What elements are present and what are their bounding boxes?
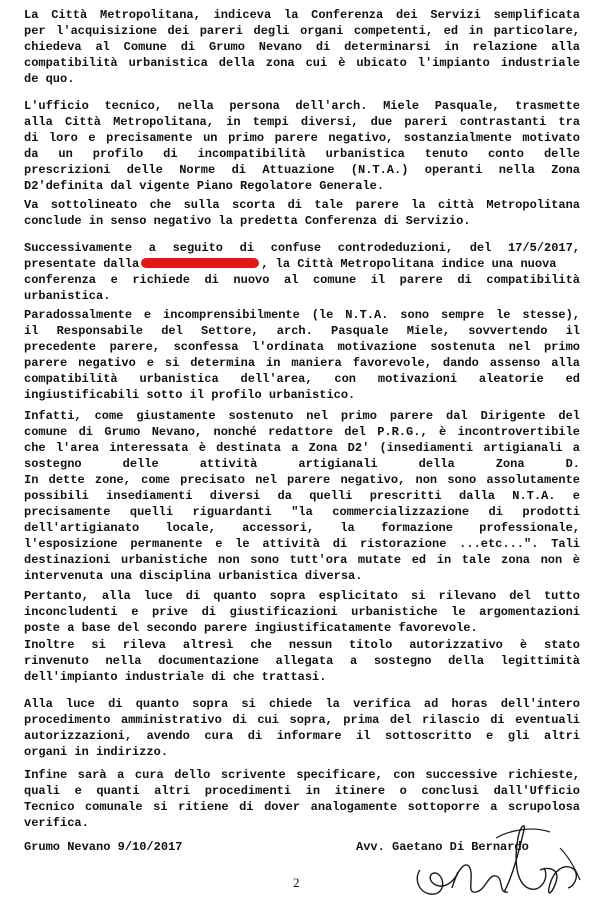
text-line: La Città Metropolitana, indiceva la Conferenza dei Servizi semplificata: [24, 8, 580, 22]
text-line: dell'artigianato locale, accessori, la formazione professionale,: [24, 521, 580, 535]
text-line: ingiustificabili sotto il profilo urbanistico.: [24, 388, 356, 402]
text-fragment: presentate dalla: [24, 257, 140, 271]
text-line: compatibilità urbanistica dell'area, con motivazioni aleatorie ed: [24, 372, 580, 386]
text-line: sostegno delle attività artigianali della Zona D.: [24, 457, 580, 471]
text-line: Alla luce di quanto sopra si chiede la verifica ad horas dell'intero: [24, 697, 580, 711]
text-line: precedente parere, sconfessa l'ordinata motivazione sostenuta nel primo: [24, 340, 580, 354]
text-line: verifica.: [24, 816, 89, 830]
text-fragment: , la Città Metropolitana indice una nuova: [261, 257, 557, 271]
signatory-name: Avv. Gaetano Di Bernardo: [356, 840, 529, 854]
text-line: che l'area interessata è destinata a Zona D2' (insediamenti artigianali a: [24, 441, 580, 455]
text-line: de quo.: [24, 72, 75, 86]
text-line: inconcludenti e prive di giustificazioni urbanistiche le argomentazioni: [24, 605, 580, 619]
text-line: poste a base del secondo parere ingiustificatamente favorevole.: [24, 621, 478, 635]
text-line: rinvenuto nella documentazione allegata a sostegno della legittimità: [24, 654, 580, 668]
text-line: di loro e precisamente un primo parere negativo, sostanzialmente motivato: [24, 131, 580, 145]
paragraph-pertanto: [24, 588, 580, 636]
paragraph-infatti: [24, 408, 580, 584]
paragraph-successivamente: [24, 240, 580, 304]
text-line: Paradossalmente e incomprensibilmente (le N.T.A. sono sempre le stesse),: [24, 308, 580, 322]
text-line: In dette zone, come precisato nel parere negativo, non sono assolutamente: [24, 473, 580, 487]
text-line: Tecnico comunale si ritiene di dover analogamente sottoporre a scrupolosa: [24, 800, 580, 814]
text-line: quali e quanti altri procedimenti in itinere o conclusi dall'Ufficio: [24, 784, 580, 798]
text-line: autorizzazioni, avendo cura di informare il sottoscritto e gli altri: [24, 729, 580, 743]
text-line: compatibilità urbanistica della zona cui è ubicato l'impianto industriale: [24, 56, 580, 70]
text-line: D2'definita dal vigente Piano Regolatore Generale.: [24, 179, 385, 193]
text-line: destinazioni urbanistiche non sono tutt'ora mutate ed in tale zona non è: [24, 553, 580, 567]
redaction-mark: [141, 258, 259, 268]
text-line: intervenuta una disciplina urbanistica diversa.: [24, 569, 363, 583]
paragraph-verifica: [24, 696, 580, 760]
text-line: Inoltre si rileva altresì che nessun titolo autorizzativo è stato: [24, 638, 580, 652]
text-line: Successivamente a seguito di confuse controdeduzioni, del 17/5/2017,: [24, 241, 580, 255]
paragraph-ufficio-tecnico: [24, 98, 580, 194]
text-line: parere negativo e si determina in maniera favorevole, dando assenso alla: [24, 356, 580, 370]
paragraph-paradossalmente: [24, 307, 580, 403]
paragraph-conferenza-servizi: [24, 7, 580, 87]
text-line: dell'impianto industriale di che trattasi.: [24, 670, 327, 684]
page-number: 2: [293, 875, 300, 890]
text-line: alla Città Metropolitana, in tempi diversi, due pareri contrastanti tra: [24, 115, 580, 129]
text-line: comune di Grumo Nevano, nonché redattore del P.R.G., è incontrovertibile: [24, 425, 580, 439]
text-line: conclude in senso negativo la predetta Conferenza di Servizio.: [24, 214, 471, 228]
paragraph-sottolineato: [24, 197, 580, 229]
text-line: l'esposizione permanente e le attività di ristorazione ...etc...". Tali: [24, 537, 580, 551]
text-line: L'ufficio tecnico, nella persona dell'arch. Miele Pasquale, trasmette: [24, 99, 580, 113]
text-line: Infine sarà a cura dello scrivente specificare, con successive richieste,: [24, 768, 580, 782]
text-line: prescrizioni delle Norme di Attuazione (N.T.A.) operanti nella Zona: [24, 163, 580, 177]
text-line: conferenza e richiede di nuovo al comune il parere di compatibilità: [24, 273, 580, 287]
text-line: organi in indirizzo.: [24, 745, 169, 759]
handwritten-signature: [400, 808, 590, 908]
text-line: Pertanto, alla luce di quanto sopra esplicitato si rilevano del tutto: [24, 589, 580, 603]
text-line: urbanistica.: [24, 289, 111, 303]
text-line: chiedeva al Comune di Grumo Nevano di determinarsi in relazione alla: [24, 40, 580, 54]
text-line: da un profilo di incompatibilità urbanistica tenuto conto delle: [24, 147, 580, 161]
text-line-redacted: [24, 256, 580, 272]
text-line: possibili insediamenti diversi da quelli prescritti dalla N.T.A. e: [24, 489, 580, 503]
place-date: Grumo Nevano 9/10/2017: [24, 840, 183, 854]
text-line: precisamente quelli riguardanti "la commercializzazione di prodotti: [24, 505, 580, 519]
text-line: Infatti, come giustamente sostenuto nel primo parere dal Dirigente del: [24, 409, 580, 423]
text-line: il Responsabile del Settore, arch. Pasquale Miele, sovvertendo il: [24, 324, 580, 338]
text-line: procedimento amministrativo di cui sopra, prima del rilascio di eventuali: [24, 713, 580, 727]
text-line: Va sottolineato che sulla scorta di tale parere la città Metropolitana: [24, 198, 580, 212]
text-line: per l'acquisizione dei pareri degli organi competenti, ed in particolare,: [24, 24, 580, 38]
paragraph-inoltre: [24, 637, 580, 685]
